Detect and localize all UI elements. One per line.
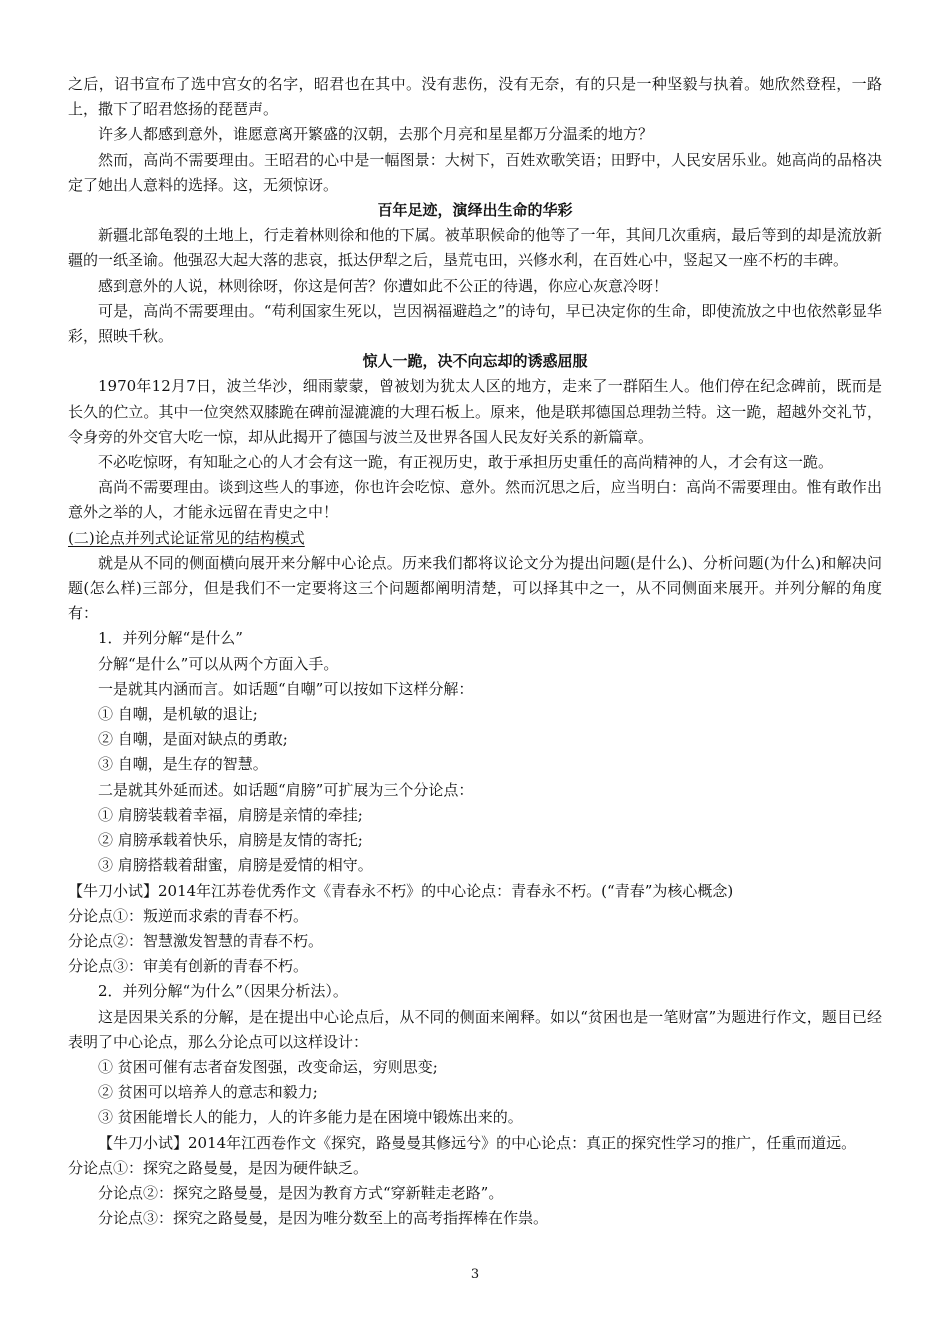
paragraph: 感到意外的人说，林则徐呀，你这是何苦？你遭如此不公正的待遇，你应心灰意冷呀！ bbox=[98, 276, 669, 295]
paragraph: ② 自嘲，是面对缺点的勇敢; bbox=[98, 730, 288, 749]
subsection-heading: (二)论点并列式论证常见的结构模式 bbox=[68, 528, 305, 547]
paragraph: 高尚不需要理由。谈到这些人的事迹，你也许会吃惊、意外。然而沉思之后，应当明白：高尚不需要理由。惟有敢作出意外之举的人，才能永远留在青史之中！ bbox=[68, 478, 882, 522]
page-number: 3 bbox=[470, 1267, 480, 1282]
paragraph: 不必吃惊呀，有知耻之心的人才会有这一跪，有正视历史，敢于承担历史重任的高尚精神的人，才会有这一跪。 bbox=[98, 453, 834, 472]
paragraph: ① 贫困可催有志者奋发图强，改变命运，穷则思变; bbox=[98, 1057, 438, 1076]
paragraph: 一是就其内涵而言。如话题“自嘲”可以按如下这样分解： bbox=[98, 679, 474, 698]
paragraph: 分论点②：智慧激发智慧的青春不朽。 bbox=[68, 931, 324, 950]
paragraph: 1．并列分解“是什么” bbox=[98, 629, 243, 648]
paragraph: 许多人都感到意外，谁愿意离开繁盛的汉朝，去那个月亮和星星都万分温柔的地方？ bbox=[98, 125, 654, 144]
paragraph: ③ 肩膀搭载着甜蜜，肩膀是爱情的相守。 bbox=[98, 856, 373, 875]
paragraph: 之后，诏书宣布了选中宫女的名字，昭君也在其中。没有悲伤，没有无奈，有的只是一种坚毅与执着。她欣然登程，一路上，撒下了昭君悠扬的琵琶声。 bbox=[68, 75, 882, 119]
paragraph: 2．并列分解“为什么”（因果分析法）。 bbox=[98, 982, 348, 1001]
paragraph: ② 肩膀承载着快乐，肩膀是友情的寄托; bbox=[98, 831, 363, 850]
paragraph: ② 贫困可以培养人的意志和毅力; bbox=[98, 1083, 318, 1102]
paragraph: 分论点①：探究之路曼曼，是因为硬件缺乏。 bbox=[68, 1158, 369, 1177]
page-body bbox=[68, 72, 882, 1231]
paragraph: ① 自嘲，是机敏的退让; bbox=[98, 705, 258, 724]
paragraph: 可是，高尚不需要理由。“苟利国家生死以，岂因祸福避趋之”的诗句，早已决定你的生命，即使流放之中也依然彰显华彩，照映千秋。 bbox=[68, 301, 882, 346]
paragraph: 分论点③：审美有创新的青春不朽。 bbox=[68, 957, 309, 976]
paragraph: 然而，高尚不需要理由。王昭君的心中是一幅图景：大树下，百姓欢歌笑语；田野中，人民安居乐业。她高尚的品格决定了她出人意料的选择。这，无须惊讶。 bbox=[68, 150, 882, 194]
paragraph: 分论点①：叛逆而求索的青春不朽。 bbox=[68, 906, 309, 925]
paragraph: 这是因果关系的分解，是在提出中心论点后，从不同的侧面来阐释。如以“贫困也是一笔财富”为题进行作文，题目已经表明了中心论点，那么分论点可以这样设计： bbox=[68, 1007, 882, 1051]
section-heading: 百年足迹，演绎出生命的华彩 bbox=[377, 201, 573, 220]
paragraph: 二是就其外延而述。如话题“肩膀”可扩展为三个分论点： bbox=[98, 780, 474, 799]
paragraph: ③ 自嘲，是生存的智慧。 bbox=[98, 755, 268, 774]
paragraph: 就是从不同的侧面横向展开来分解中心论点。历来我们都将议论文分为提出问题(是什么)、分析问题(为什么)和解决问题(怎么样)三部分，但是我们不一定要将这三个问题都阐明清楚，可以择其中之一，从不同侧面来展开。并列分解的角度有： bbox=[68, 553, 882, 623]
paragraph: 新疆北部龟裂的土地上，行走着林则徐和他的下属。被革职候命的他等了一年，其间几次重病，最后等到的却是流放新疆的一纸圣谕。他强忍大起大落的悲哀，抵达伊犁之后，垦荒屯田，兴修水利，在百姓心中，竖起又一座不朽的丰碑。 bbox=[68, 226, 882, 270]
section-heading: 惊人一跪，决不向忘却的诱惑屈服 bbox=[362, 352, 588, 371]
paragraph: ③ 贫困能增长人的能力，人的许多能力是在困境中锻炼出来的。 bbox=[98, 1108, 523, 1127]
paragraph: ① 肩膀装载着幸福，肩膀是亲情的牵挂; bbox=[98, 805, 363, 824]
paragraph: 【牛刀小试】2014年江苏卷优秀作文《青春永不朽》的中心论点：青春永不朽。(“青春”为核心概念) bbox=[68, 881, 734, 900]
paragraph: 分论点②：探究之路曼曼，是因为教育方式“穿新鞋走老路”。 bbox=[98, 1183, 504, 1202]
paragraph: 分解“是什么”可以从两个方面入手。 bbox=[98, 654, 339, 673]
paragraph: 1970年12月7日，波兰华沙，细雨蒙蒙，曾被划为犹太人区的地方，走来了一群陌生人。他们停在纪念碑前，既而是长久的伫立。其中一位突然双膝跪在碑前湿漉漉的大理石板上。原来，他是联邦德国总理勃兰特。这一跪，超越外交礼节，令身旁的外交官大吃一惊，却从此揭开了德国与波兰及世界各国人民友好关系的新篇章。 bbox=[68, 377, 882, 446]
paragraph: 分论点③：探究之路曼曼，是因为唯分数至上的高考指挥棒在作祟。 bbox=[98, 1209, 549, 1228]
paragraph: 【牛刀小试】2014年江西卷作文《探究，路曼曼其修远兮》的中心论点：真正的探究性学习的推广，任重而道远。 bbox=[98, 1133, 857, 1152]
